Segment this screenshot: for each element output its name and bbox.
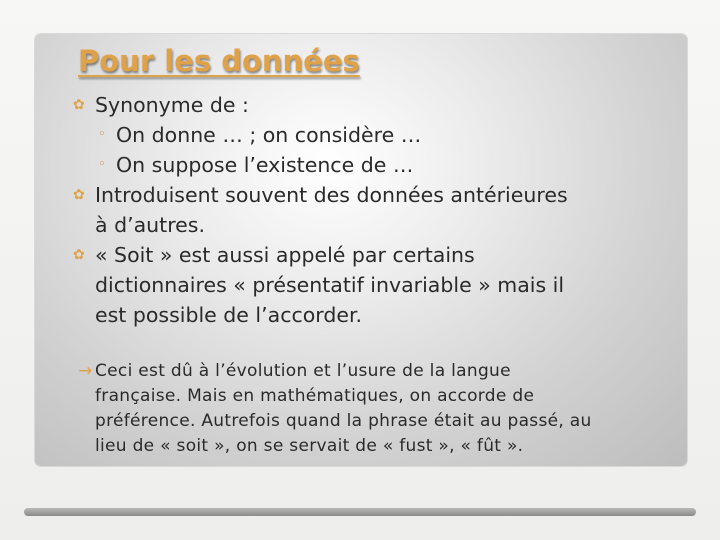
bullet-text-line: Introduisent souvent des données antérieures bbox=[95, 183, 568, 207]
note-line: lieu de « soit », on se servait de « fust », « fût ». bbox=[95, 436, 524, 456]
bullet-item-introduisent bbox=[70, 180, 670, 240]
circle-bullet-icon: ◦ bbox=[98, 127, 106, 142]
swirl-bullet-icon: ✿ bbox=[73, 97, 85, 113]
circle-bullet-icon: ◦ bbox=[98, 157, 106, 172]
sub-bullet-text: On suppose l’existence de … bbox=[116, 153, 414, 177]
bullet-text-line: à d’autres. bbox=[95, 213, 205, 237]
right-arrow-icon: → bbox=[78, 361, 93, 381]
sub-bullet-item-on-suppose bbox=[70, 150, 670, 180]
note-line: française. Mais en mathématiques, on accorde de bbox=[95, 386, 535, 406]
sub-bullet-text: On donne … ; on considère … bbox=[116, 123, 422, 147]
note-text: Ceci est dû à l’évolution et l’usure de la langue bbox=[95, 361, 511, 381]
note-paragraph bbox=[78, 359, 678, 459]
bullet-text-line: « Soit » est aussi appelé par certains bbox=[95, 243, 475, 267]
bullet-text-line: est possible de l’accorder. bbox=[95, 303, 363, 327]
bottom-decorative-bar bbox=[24, 508, 696, 516]
bullet-item-soit bbox=[70, 240, 670, 330]
bullet-list bbox=[70, 90, 670, 330]
slide-title: Pour les données bbox=[78, 44, 360, 78]
note-line: préférence. Autrefois quand la phrase était au passé, au bbox=[95, 411, 592, 431]
bullet-text: Synonyme de : bbox=[95, 93, 249, 117]
sub-bullet-item-on-donne bbox=[70, 120, 670, 150]
note-line bbox=[78, 359, 678, 384]
bullet-item-synonyme bbox=[70, 90, 670, 120]
swirl-bullet-icon: ✿ bbox=[73, 247, 85, 263]
swirl-bullet-icon: ✿ bbox=[73, 187, 85, 203]
bullet-text-line: dictionnaires « présentatif invariable » mais il bbox=[95, 273, 565, 297]
